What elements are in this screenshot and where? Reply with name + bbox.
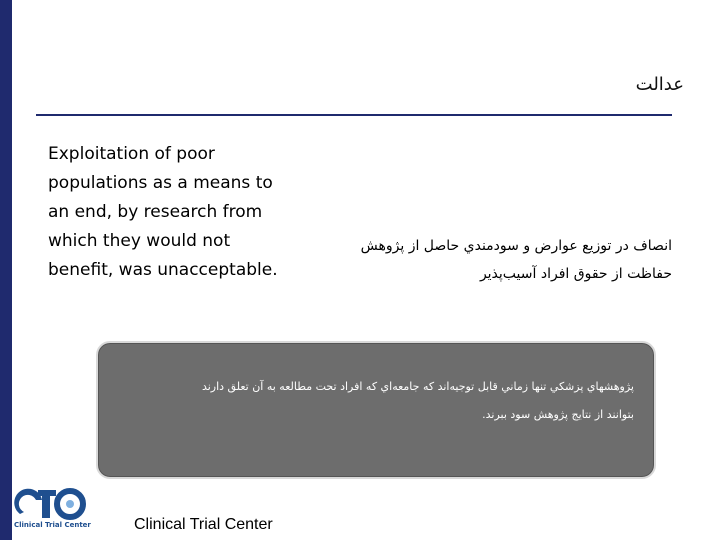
- note-box: [96, 341, 656, 479]
- persian-line: حفاظت از حقوق افراد آسيب‌پذير: [479, 266, 672, 282]
- slide-title: عدالت: [635, 74, 684, 95]
- title-divider: [36, 114, 672, 116]
- note-text: [114, 373, 634, 429]
- footer-label: Clinical Trial Center: [134, 516, 273, 533]
- left-accent-bar: [0, 0, 12, 540]
- logo-text: Clinical Trial Center: [14, 521, 91, 529]
- english-line: Exploitation of poor: [48, 144, 215, 164]
- note-line: بتوانند از نتايج پژوهش سود ببرند.: [482, 408, 634, 421]
- english-line: benefit, was unacceptable.: [48, 260, 278, 280]
- persian-line: انصاف در توزيع عوارض و سودمندي حاصل از پژوهش: [360, 238, 672, 254]
- note-line: پژوهشهاي پزشكي تنها زماني قابل توجيه‌اند كه جامعه‌اي كه افراد تحت مطالعه به آن تعلق دارند: [201, 380, 634, 393]
- persian-text-block: [152, 232, 672, 288]
- english-line: populations as a means to: [48, 173, 273, 193]
- english-line: an end, by research from: [48, 202, 263, 222]
- english-line: which they would not: [48, 231, 231, 251]
